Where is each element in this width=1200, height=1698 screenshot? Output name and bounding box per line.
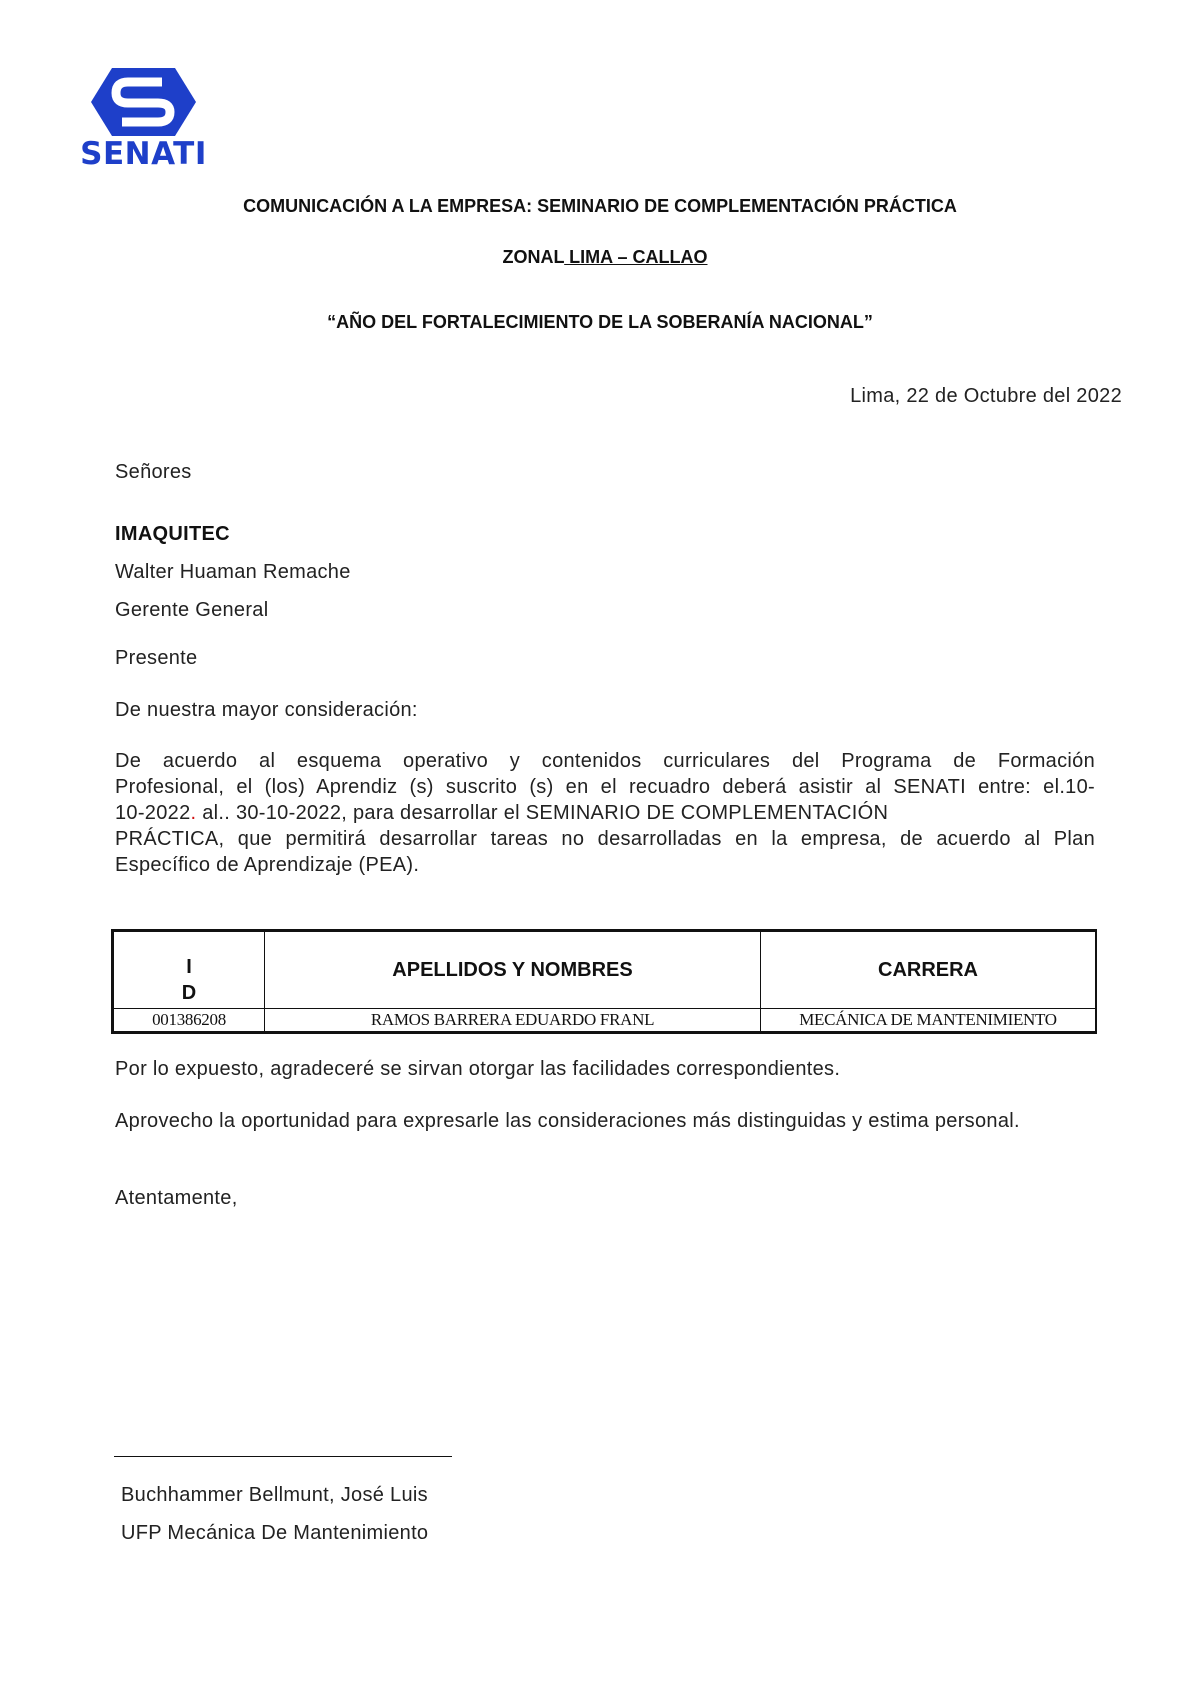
date-from: 10-2022: [115, 802, 191, 824]
logo-wordmark: SENATI: [80, 136, 207, 172]
signatory-name: Buchhammer Bellmunt, José Luis: [121, 1484, 428, 1506]
zonal-line: [0, 247, 1200, 268]
apprentice-table: [111, 929, 1097, 1034]
paragraph-line: De acuerdo al esquema operativo y contenidos curriculares del Programa de Formación: [115, 750, 1095, 772]
header-id: [114, 932, 265, 1009]
header-id-bottom: D: [181, 982, 197, 1004]
letter-date: Lima, 22 de Octubre del 2022: [850, 385, 1122, 407]
paragraph-line: Profesional, el (los) Aprendiz (s) suscrito (s) en el recuadro deberá asistir al SENATI entre: el.10-: [115, 776, 1095, 798]
red-dot: .: [190, 802, 197, 824]
paragraph-line: [115, 800, 1095, 826]
recipient-role: Gerente General: [115, 599, 269, 621]
greeting: De nuestra mayor consideración:: [115, 699, 418, 721]
paragraph-line: Específico de Aprendizaje (PEA).: [115, 854, 420, 876]
table-header-row: [114, 932, 1096, 1009]
closing-line-2: Aprovecho la oportunidad para expresarle las consideraciones más distinguidas y estima personal.: [115, 1110, 1020, 1132]
zonal-value: LIMA – CALLAO: [564, 247, 708, 267]
recipient-name: Walter Huaman Remache: [115, 561, 351, 583]
document-title: COMUNICACIÓN A LA EMPRESA: SEMINARIO DE COMPLEMENTACIÓN PRÁCTICA: [243, 196, 957, 216]
recipient-company: IMAQUITEC: [115, 523, 230, 545]
senati-hexagon-icon: [76, 66, 211, 142]
header-id-top: I: [186, 956, 192, 978]
table-row: [114, 1009, 1096, 1032]
signoff: Atentamente,: [115, 1187, 238, 1209]
year-motto: “AÑO DEL FORTALECIMIENTO DE LA SOBERANÍA NACIONAL”: [327, 312, 873, 332]
paragraph-line: PRÁCTICA, que permitirá desarrollar tareas no desarrolladas en la empresa, de acuerdo al Plan: [115, 828, 1095, 850]
header-career: CARRERA: [761, 932, 1096, 1009]
closing-line-1: Por lo expuesto, agradeceré se sirvan otorgar las facilidades correspondientes.: [115, 1058, 841, 1080]
signatory-unit: UFP Mecánica De Mantenimiento: [121, 1522, 429, 1544]
signature-line: [114, 1456, 452, 1457]
zonal-prefix: ZONAL: [502, 247, 565, 267]
senati-logo: [76, 66, 211, 174]
header-names: APELLIDOS Y NOMBRES: [265, 932, 761, 1009]
paragraph-line-rest: al.. 30-10-2022, para desarrollar el SEMINARIO DE COMPLEMENTACIÓN: [196, 802, 889, 824]
cell-id: 001386208: [114, 1009, 265, 1032]
body-paragraph: [115, 748, 1095, 878]
cell-career: MECÁNICA DE MANTENIMIENTO: [761, 1009, 1096, 1032]
cell-name: RAMOS BARRERA EDUARDO FRANL: [265, 1009, 761, 1032]
presente-line: Presente: [115, 647, 198, 669]
salutation: Señores: [115, 461, 192, 483]
